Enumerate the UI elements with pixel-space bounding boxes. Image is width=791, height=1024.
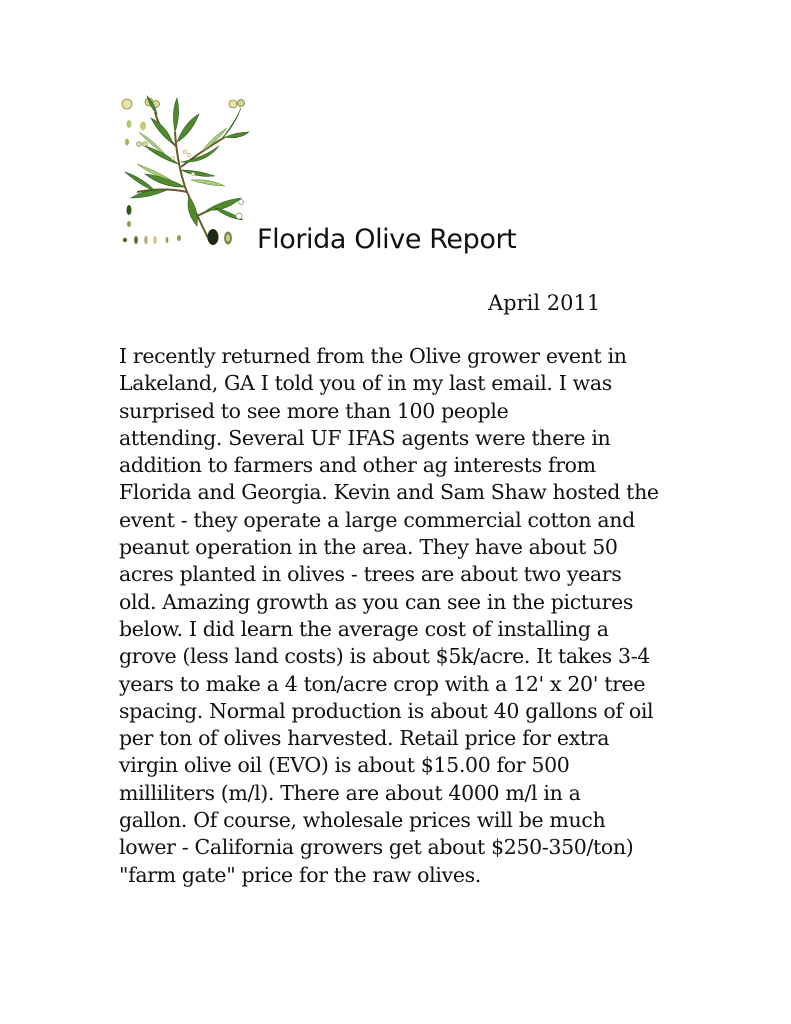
body-line: acres planted in olives - trees are about two years bbox=[119, 562, 622, 587]
body-line: milliliters (m/l). There are about 4000 m/l in a bbox=[119, 780, 581, 805]
report-date: April 2011 bbox=[488, 291, 601, 315]
body-line: grove (less land costs) is about $5k/acre. It takes 3-4 bbox=[119, 644, 650, 669]
body-line: "farm gate" price for the raw olives. bbox=[119, 862, 481, 887]
body-line: gallon. Of course, wholesale prices will be much bbox=[119, 808, 606, 833]
body-line: below. I did learn the average cost of installing a bbox=[119, 616, 609, 641]
body-line: peanut operation in the area. They have about 50 bbox=[119, 535, 618, 560]
body-line: per ton of olives harvested. Retail price for extra bbox=[119, 726, 610, 751]
report-body bbox=[119, 343, 699, 889]
body-line: virgin olive oil (EVO) is about $15.00 for 500 bbox=[119, 753, 570, 778]
body-line: addition to farmers and other ag interests from bbox=[119, 453, 596, 478]
body-line: Lakeland, GA I told you of in my last email. I was bbox=[119, 371, 612, 396]
body-line: Florida and Georgia. Kevin and Sam Shaw hosted the bbox=[119, 480, 659, 505]
body-line: old. Amazing growth as you can see in the pictures bbox=[119, 589, 634, 614]
body-line: years to make a 4 ton/acre crop with a 12' x 20' tree bbox=[119, 671, 646, 696]
body-line: surprised to see more than 100 people bbox=[119, 398, 509, 423]
body-line: lower - California growers get about $250-350/ton) bbox=[119, 835, 634, 860]
body-line: attending. Several UF IFAS agents were there in bbox=[119, 425, 611, 450]
report-title: Florida Olive Report bbox=[257, 224, 517, 255]
olive-branch-botanical-icon bbox=[115, 92, 255, 257]
body-line: spacing. Normal production is about 40 gallons of oil bbox=[119, 698, 654, 723]
body-line: event - they operate a large commercial cotton and bbox=[119, 507, 635, 532]
body-line: I recently returned from the Olive grower event in bbox=[119, 344, 627, 368]
